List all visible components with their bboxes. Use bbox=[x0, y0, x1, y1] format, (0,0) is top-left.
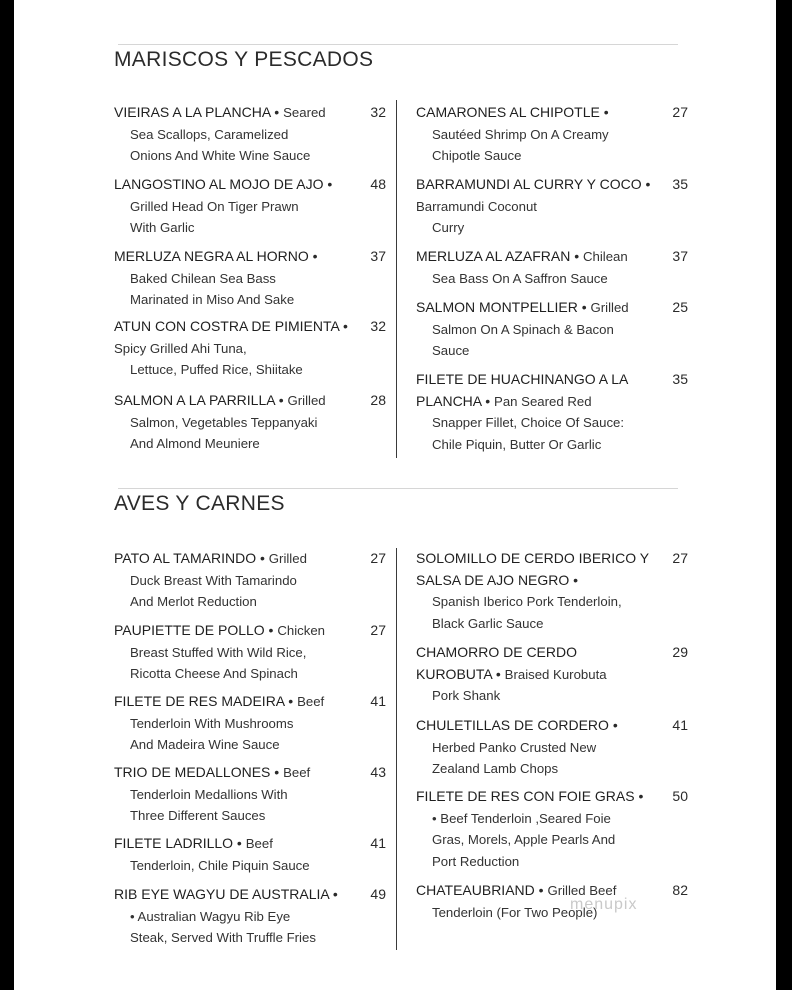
menu-item-description: Zealand Lamb Chops bbox=[432, 761, 559, 776]
menu-item-description: Gras, Morels, Apple Pearls And bbox=[432, 832, 616, 847]
menu-item-description: Three Different Sauces bbox=[130, 808, 266, 823]
menu-item-description: Marinated in Miso And Sake bbox=[130, 292, 295, 307]
menu-item-price: 41 bbox=[370, 835, 386, 851]
menu-item-description: Chipotle Sauce bbox=[432, 148, 522, 163]
menu-item-description: Tenderloin, Chile Piquin Sauce bbox=[130, 857, 310, 873]
menu-item-description: Spicy Grilled Ahi Tuna, bbox=[114, 340, 247, 356]
menu-item-description: Baked Chilean Sea Bass bbox=[130, 270, 276, 286]
bullet-separator: • bbox=[274, 392, 288, 408]
column-divider bbox=[396, 100, 397, 458]
menu-item bbox=[416, 548, 688, 634]
bullet-separator: • bbox=[233, 835, 246, 851]
menu-item-name: LANGOSTINO AL MOJO DE AJO bbox=[114, 176, 324, 192]
menu-item-name: MERLUZA NEGRA AL HORNO bbox=[114, 248, 309, 264]
bullet-separator: • bbox=[270, 104, 284, 120]
menu-item-name: SALMON MONTPELLIER bbox=[416, 299, 578, 315]
menu-item-text bbox=[114, 246, 352, 311]
menu-item-name: CAMARONES AL CHIPOTLE bbox=[416, 104, 600, 120]
menu-item-description: Salmon On A Spinach & Bacon bbox=[432, 321, 614, 337]
menu-item-name: MERLUZA AL AZAFRAN bbox=[416, 248, 571, 264]
menu-item-text bbox=[114, 833, 352, 876]
menu-item-name: BARRAMUNDI AL CURRY Y COCO bbox=[416, 176, 642, 192]
menu-item bbox=[114, 174, 386, 239]
bullet-separator: • bbox=[608, 717, 618, 733]
menu-item-price: 35 bbox=[672, 176, 688, 192]
column-divider bbox=[396, 548, 397, 950]
menu-item bbox=[114, 316, 386, 381]
menu-item bbox=[416, 297, 688, 362]
menu-item bbox=[416, 174, 688, 239]
menu-item-text bbox=[114, 691, 352, 756]
menu-item-name: FILETE DE HUACHINANGO A LA PLANCHA bbox=[416, 371, 628, 409]
menu-item-description: Grilled bbox=[287, 393, 326, 408]
menu-item-description: Beef bbox=[245, 836, 273, 851]
menu-item-name: FILETE DE RES CON FOIE GRAS bbox=[416, 788, 635, 804]
bullet-separator: • bbox=[308, 248, 318, 264]
menu-item-text bbox=[416, 715, 654, 780]
menu-item-description: Grilled Head On Tiger Prawn bbox=[130, 198, 299, 214]
menu-item-description: • Beef Tenderloin ,Seared Foie bbox=[432, 810, 611, 826]
menu-item-price: 32 bbox=[370, 318, 386, 334]
menu-item-text bbox=[416, 297, 654, 362]
menu-item-text bbox=[416, 786, 654, 872]
menu-item-description: Pork Shank bbox=[432, 688, 501, 703]
menu-item-name: TRIO DE MEDALLONES bbox=[114, 764, 271, 780]
menu-item bbox=[114, 833, 386, 876]
menu-item-description: And Madeira Wine Sauce bbox=[130, 737, 280, 752]
menu-item-description: Sautéed Shrimp On A Creamy bbox=[432, 126, 609, 142]
menu-item-price: 32 bbox=[370, 104, 386, 120]
bullet-separator: • bbox=[481, 392, 495, 409]
menu-item bbox=[114, 762, 386, 827]
watermark: menupix bbox=[570, 896, 638, 913]
section-title-mariscos: MARISCOS Y PESCADOS bbox=[114, 48, 374, 71]
bullet-separator: • bbox=[323, 176, 333, 192]
menu-item-description: And Merlot Reduction bbox=[130, 594, 257, 609]
bullet-separator: • bbox=[270, 764, 284, 780]
menu-item-description: Sea Scallops, Caramelized bbox=[130, 126, 289, 142]
menu-item-description: Tenderloin Medallions With bbox=[130, 786, 288, 802]
bullet-separator: • bbox=[339, 318, 348, 334]
menu-item bbox=[416, 880, 688, 923]
menu-item bbox=[114, 884, 386, 949]
menu-item-description: Beef bbox=[283, 765, 311, 780]
menu-item bbox=[114, 246, 386, 311]
menu-item-name: SALMON A LA PARRILLA bbox=[114, 392, 275, 408]
menu-item-description: Snapper Fillet, Choice Of Sauce: bbox=[432, 415, 625, 430]
menu-item-text bbox=[114, 390, 352, 455]
menu-item-description: Ricotta Cheese And Spinach bbox=[130, 666, 298, 681]
menu-item-description: Grilled Beef bbox=[547, 883, 617, 898]
section-title-aves: AVES Y CARNES bbox=[114, 492, 285, 515]
menu-item-price: 49 bbox=[370, 886, 386, 902]
menu-item-price: 37 bbox=[672, 248, 688, 264]
menu-item-description: Sauce bbox=[432, 343, 470, 358]
menu-item-price: 29 bbox=[672, 644, 688, 660]
menu-item-description: Black Garlic Sauce bbox=[432, 615, 544, 631]
menu-item-text bbox=[416, 174, 654, 239]
menu-item-description: Tenderloin With Mushrooms bbox=[130, 715, 294, 731]
menu-item-price: 25 bbox=[672, 299, 688, 315]
menu-item-description: Chile Piquin, Butter Or Garlic bbox=[432, 436, 602, 452]
menu-item bbox=[114, 620, 386, 685]
menu-item-text bbox=[114, 762, 352, 827]
menu-item-name: VIEIRAS A LA PLANCHA bbox=[114, 104, 271, 120]
bullet-separator: • bbox=[328, 886, 338, 902]
menu-item-description: • Australian Wagyu Rib Eye bbox=[130, 908, 291, 924]
menu-item bbox=[416, 246, 688, 289]
menu-item-name: FILETE LADRILLO bbox=[114, 835, 234, 851]
menu-item-name: FILETE DE RES MADEIRA bbox=[114, 693, 285, 709]
menu-item-price: 35 bbox=[672, 371, 688, 387]
menu-item-name: SOLOMILLO DE CERDO IBERICO Y SALSA DE AJO NEGRO bbox=[416, 550, 649, 588]
menu-item bbox=[114, 691, 386, 756]
menu-item-price: 28 bbox=[370, 392, 386, 408]
menu-item-price: 41 bbox=[370, 693, 386, 709]
menu-item-text bbox=[114, 102, 352, 167]
menu-item bbox=[416, 786, 688, 872]
menu-item-description: Spanish Iberico Pork Tenderloin, bbox=[432, 594, 622, 609]
menu-item-name: CHATEAUBRIAND bbox=[416, 882, 535, 898]
menu-item bbox=[114, 548, 386, 613]
menu-item-description: Seared bbox=[283, 105, 326, 120]
menu-item-description: Pan Seared Red bbox=[494, 393, 592, 409]
menu-item-description: Lettuce, Puffed Rice, Shiitake bbox=[130, 362, 303, 377]
menu-item-description: Herbed Panko Crusted New bbox=[432, 739, 597, 755]
bullet-separator: • bbox=[634, 788, 644, 804]
menu-item-description: Curry bbox=[432, 220, 465, 235]
menu-item-description: And Almond Meuniere bbox=[130, 436, 260, 451]
menu-item-description: Beef bbox=[297, 694, 325, 709]
bullet-separator: • bbox=[577, 299, 591, 315]
menu-item bbox=[114, 390, 386, 455]
menu-item-text bbox=[114, 620, 352, 685]
menu-page bbox=[14, 0, 776, 990]
menu-item-text bbox=[114, 884, 352, 949]
menu-item-description: Grilled bbox=[590, 300, 629, 315]
bullet-separator: • bbox=[491, 665, 505, 682]
menu-item-description: Duck Breast With Tamarindo bbox=[130, 572, 297, 588]
menu-item-price: 82 bbox=[672, 882, 688, 898]
menu-item-price: 27 bbox=[672, 104, 688, 120]
menu-item bbox=[416, 642, 688, 707]
section-divider bbox=[118, 488, 678, 489]
menu-item-description: Chicken bbox=[277, 623, 326, 638]
menu-item-description: Grilled bbox=[268, 551, 307, 566]
menu-item bbox=[114, 102, 386, 167]
menu-item-price: 27 bbox=[370, 622, 386, 638]
menu-item-description: Barramundi Coconut bbox=[416, 198, 537, 214]
menu-item bbox=[416, 102, 688, 167]
menu-item-description: With Garlic bbox=[130, 220, 195, 235]
menu-item-description: Salmon, Vegetables Teppanyaki bbox=[130, 414, 318, 430]
menu-item-text bbox=[114, 316, 352, 381]
menu-item-price: 27 bbox=[370, 550, 386, 566]
menu-item-text bbox=[416, 548, 654, 634]
bullet-separator: • bbox=[534, 882, 548, 898]
menu-item-price: 50 bbox=[672, 788, 688, 804]
bullet-separator: • bbox=[599, 104, 609, 120]
bullet-separator: • bbox=[284, 693, 298, 709]
menu-item-name: PAUPIETTE DE POLLO bbox=[114, 622, 265, 638]
menu-item-text bbox=[416, 369, 654, 455]
menu-item-text bbox=[416, 642, 654, 707]
menu-item-name: ATUN CON COSTRA DE PIMIENTA bbox=[114, 318, 340, 334]
menu-item-price: 43 bbox=[370, 764, 386, 780]
menu-item-name: CHULETILLAS DE CORDERO bbox=[416, 717, 609, 733]
menu-item-text bbox=[416, 102, 654, 167]
menu-item-description: Tenderloin (For Two People) bbox=[432, 904, 598, 920]
bullet-separator: • bbox=[641, 176, 651, 192]
menu-item-price: 37 bbox=[370, 248, 386, 264]
menu-item-description: Breast Stuffed With Wild Rice, bbox=[130, 644, 307, 660]
bullet-separator: • bbox=[264, 622, 278, 638]
menu-item-description: Steak, Served With Truffle Fries bbox=[130, 930, 316, 945]
menu-item-price: 41 bbox=[672, 717, 688, 733]
bullet-separator: • bbox=[256, 550, 269, 566]
menu-item-price: 48 bbox=[370, 176, 386, 192]
menu-item-text bbox=[114, 548, 352, 613]
menu-item-description: Braised Kurobuta bbox=[504, 666, 607, 682]
menu-item-description: Port Reduction bbox=[432, 853, 520, 869]
menu-item-name: RIB EYE WAGYU DE AUSTRALIA bbox=[114, 886, 329, 902]
menu-item bbox=[416, 715, 688, 780]
menu-item-description: Onions And White Wine Sauce bbox=[130, 148, 311, 163]
menu-item-description: Chilean bbox=[583, 249, 628, 264]
menu-item bbox=[416, 369, 688, 455]
bullet-separator: • bbox=[570, 248, 583, 264]
bullet-separator: • bbox=[569, 571, 579, 588]
menu-item-description: Sea Bass On A Saffron Sauce bbox=[432, 270, 608, 286]
menu-item-name: CHAMORRO DE CERDO KUROBUTA bbox=[416, 644, 578, 682]
menu-item-name: PATO AL TAMARINDO bbox=[114, 550, 257, 566]
menu-item-price: 27 bbox=[672, 550, 688, 566]
menu-item-text bbox=[114, 174, 352, 239]
section-divider bbox=[118, 44, 678, 45]
menu-item-text bbox=[416, 246, 654, 289]
